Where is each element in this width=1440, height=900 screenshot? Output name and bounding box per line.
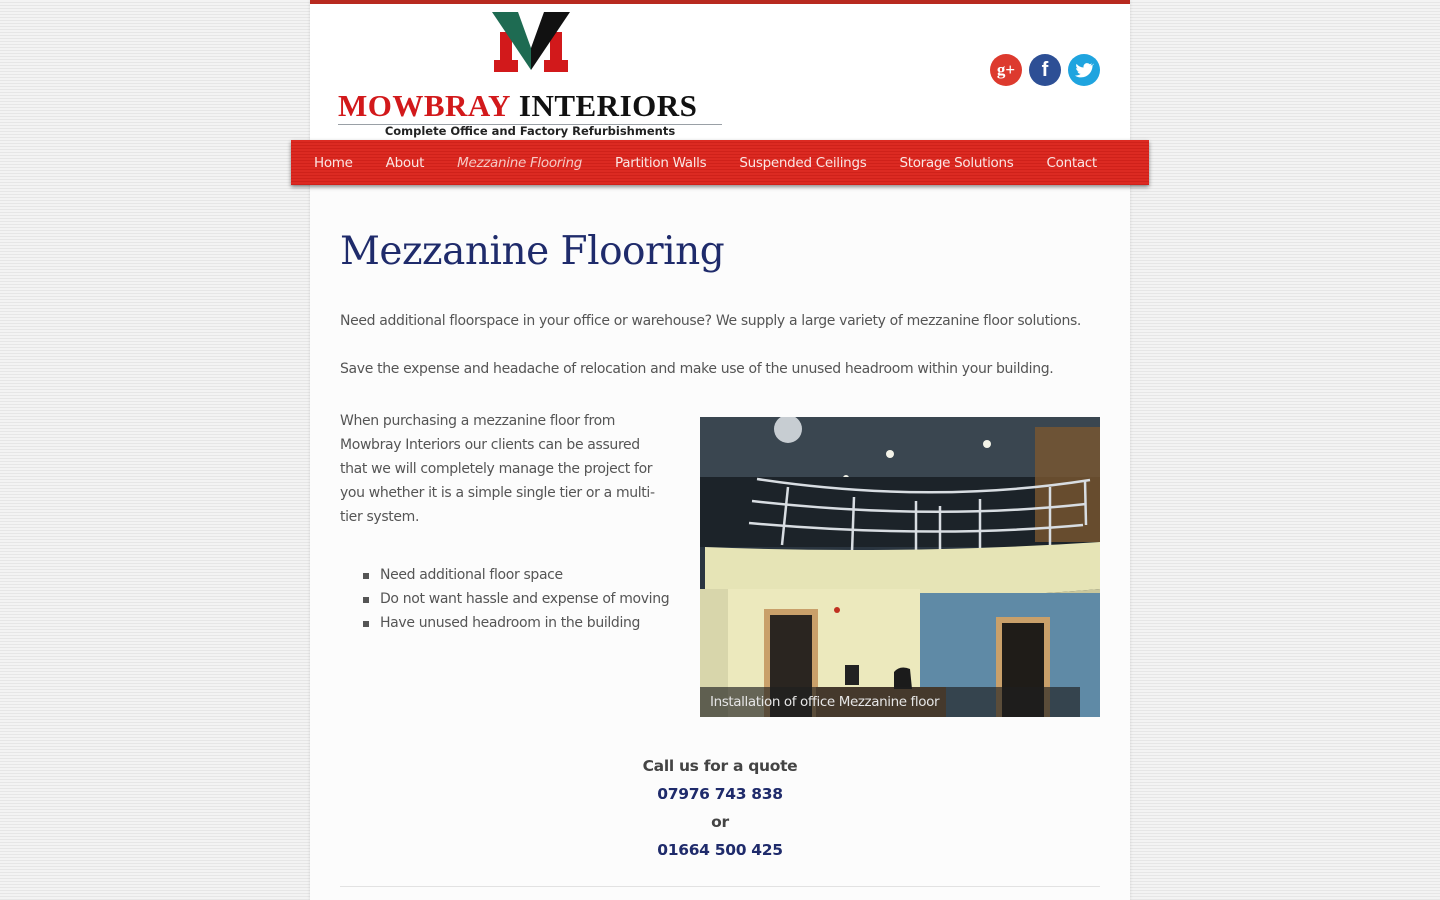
social-links xyxy=(990,54,1100,86)
logo-word-interiors: INTERIORS xyxy=(518,88,698,123)
mezzanine-photo[interactable] xyxy=(700,417,1100,717)
nav-item-home[interactable]: Home xyxy=(314,154,353,171)
site-header xyxy=(310,4,1130,140)
benefits-list xyxy=(380,563,670,635)
nav-item-partition-walls[interactable]: Partition Walls xyxy=(615,154,707,171)
phone-number-mobile[interactable]: 07976 743 838 xyxy=(657,785,783,803)
facebook-icon[interactable]: f xyxy=(1029,54,1061,86)
page-title: Mezzanine Flooring xyxy=(340,229,725,274)
page-container xyxy=(310,0,1130,900)
logo-m-icon xyxy=(490,12,572,74)
nav-item-contact[interactable]: Contact xyxy=(1046,154,1097,171)
cta-separator: or xyxy=(711,813,729,831)
nav-item-suspended-ceilings[interactable]: Suspended Ceilings xyxy=(739,154,867,171)
phone-number-landline[interactable]: 01664 500 425 xyxy=(657,841,783,859)
nav-item-about[interactable]: About xyxy=(385,154,425,171)
mezzanine-image xyxy=(700,417,1100,717)
main-navigation xyxy=(291,140,1149,185)
call-to-action xyxy=(340,752,1100,864)
logo-wordmark xyxy=(338,88,722,124)
site-logo[interactable] xyxy=(338,10,722,138)
list-item: Need additional floor space xyxy=(380,563,660,587)
description-paragraph: When purchasing a mezzanine floor from Mowbray Interiors our clients can be assured that we will completely manage the project for you whether it is a simple single tier or a multi-tier system. xyxy=(340,413,655,525)
list-item: Do not want hassle and expense of moving xyxy=(380,587,660,611)
nav-item-storage-solutions[interactable]: Storage Solutions xyxy=(899,154,1014,171)
logo-tagline: Complete Office and Factory Refurbishments xyxy=(384,124,676,138)
intro-paragraph-1: Need additional floorspace in your office or warehouse? We supply a large variety of mezzanine floor solutions. xyxy=(340,313,1082,329)
list-item: Have unused headroom in the building xyxy=(380,611,660,635)
photo-caption: Installation of office Mezzanine floor xyxy=(700,687,1080,717)
cta-label: Call us for a quote xyxy=(642,757,798,775)
content-divider xyxy=(340,886,1100,887)
google-plus-icon[interactable]: g+ xyxy=(990,54,1022,86)
logo-word-mowbray: MOWBRAY xyxy=(338,88,511,123)
left-column xyxy=(340,409,670,635)
nav-item-mezzanine-flooring[interactable]: Mezzanine Flooring xyxy=(457,154,583,171)
intro-paragraph-2: Save the expense and headache of relocation and make use of the unused headroom within your building. xyxy=(340,361,1054,377)
main-content xyxy=(340,226,1100,859)
twitter-icon[interactable] xyxy=(1068,54,1100,86)
